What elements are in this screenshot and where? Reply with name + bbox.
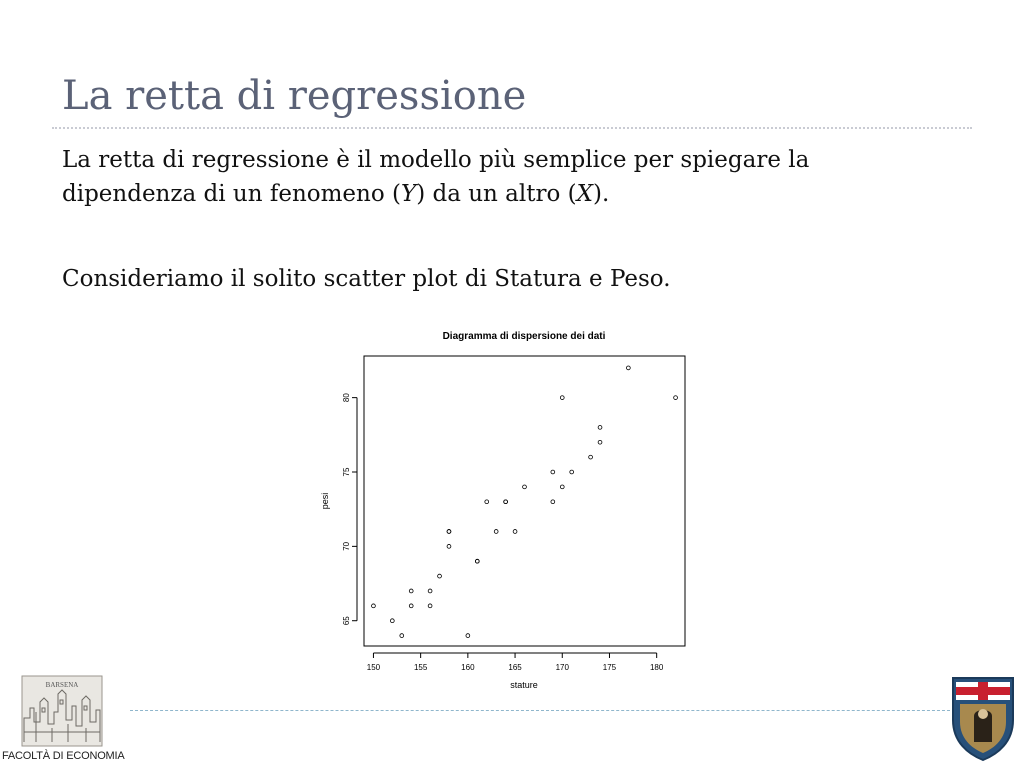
data-points	[372, 366, 678, 637]
data-point	[551, 470, 555, 474]
scatter-plot	[300, 322, 720, 694]
data-point	[674, 396, 678, 400]
data-point	[428, 589, 432, 593]
y-tick-label: 75	[342, 467, 351, 477]
data-point	[551, 500, 555, 504]
y-tick-label: 80	[342, 393, 351, 403]
title-divider	[52, 127, 972, 129]
data-point	[626, 366, 630, 370]
chart-title: Diagramma di dispersione dei dati	[442, 331, 606, 342]
x-axis	[367, 653, 664, 672]
data-point	[570, 470, 574, 474]
data-point	[560, 485, 564, 489]
data-point	[466, 634, 470, 638]
x-tick-label: 165	[508, 663, 522, 672]
data-point	[523, 485, 527, 489]
x-axis-label: stature	[510, 680, 538, 690]
x-tick-label: 160	[461, 663, 475, 672]
data-point	[513, 530, 517, 534]
data-point	[560, 396, 564, 400]
plot-frame	[364, 356, 685, 646]
x-tick-label: 180	[649, 663, 664, 672]
university-crest	[950, 676, 1016, 762]
paragraph-line-2	[62, 177, 609, 211]
faculty-name: FACOLTÀ DI ECONOMIA	[2, 750, 125, 762]
paragraph-text-b: ) da un altro (	[416, 181, 577, 207]
data-point	[485, 500, 489, 504]
data-point	[409, 589, 413, 593]
x-tick-label: 150	[366, 663, 381, 672]
variable-x: X	[576, 181, 593, 207]
logo-inscription: BARSENA	[45, 681, 79, 689]
faculty-logo	[0, 672, 108, 750]
data-point	[475, 559, 479, 563]
data-point	[494, 530, 498, 534]
y-tick-label: 65	[342, 616, 351, 626]
variable-y: Y	[401, 181, 417, 207]
data-point	[400, 634, 404, 638]
y-tick-label: 70	[342, 541, 351, 551]
data-point	[598, 425, 602, 429]
slide-title: La retta di regressione	[62, 73, 527, 119]
data-point	[598, 440, 602, 444]
data-point	[372, 604, 376, 608]
data-point	[438, 574, 442, 578]
x-tick-label: 155	[413, 663, 428, 672]
x-tick-label: 170	[555, 663, 569, 672]
data-point	[428, 604, 432, 608]
paragraph-2: Consideriamo il solito scatter plot di Statura e Peso.	[62, 266, 671, 292]
paragraph-text-c: ).	[592, 181, 610, 207]
data-point	[589, 455, 593, 459]
paragraph-text-a: dipendenza di un fenomeno (	[62, 181, 401, 207]
footer-divider	[130, 710, 955, 711]
data-point	[447, 530, 451, 534]
y-axis-label: pesi	[320, 492, 330, 510]
data-point	[447, 544, 451, 548]
y-axis	[342, 393, 357, 626]
x-tick-label: 175	[602, 663, 617, 672]
paragraph-line-1: La retta di regressione è il modello più semplice per spiegare la	[62, 147, 810, 173]
data-point	[409, 604, 413, 608]
data-point	[504, 500, 508, 504]
data-point	[390, 619, 394, 623]
